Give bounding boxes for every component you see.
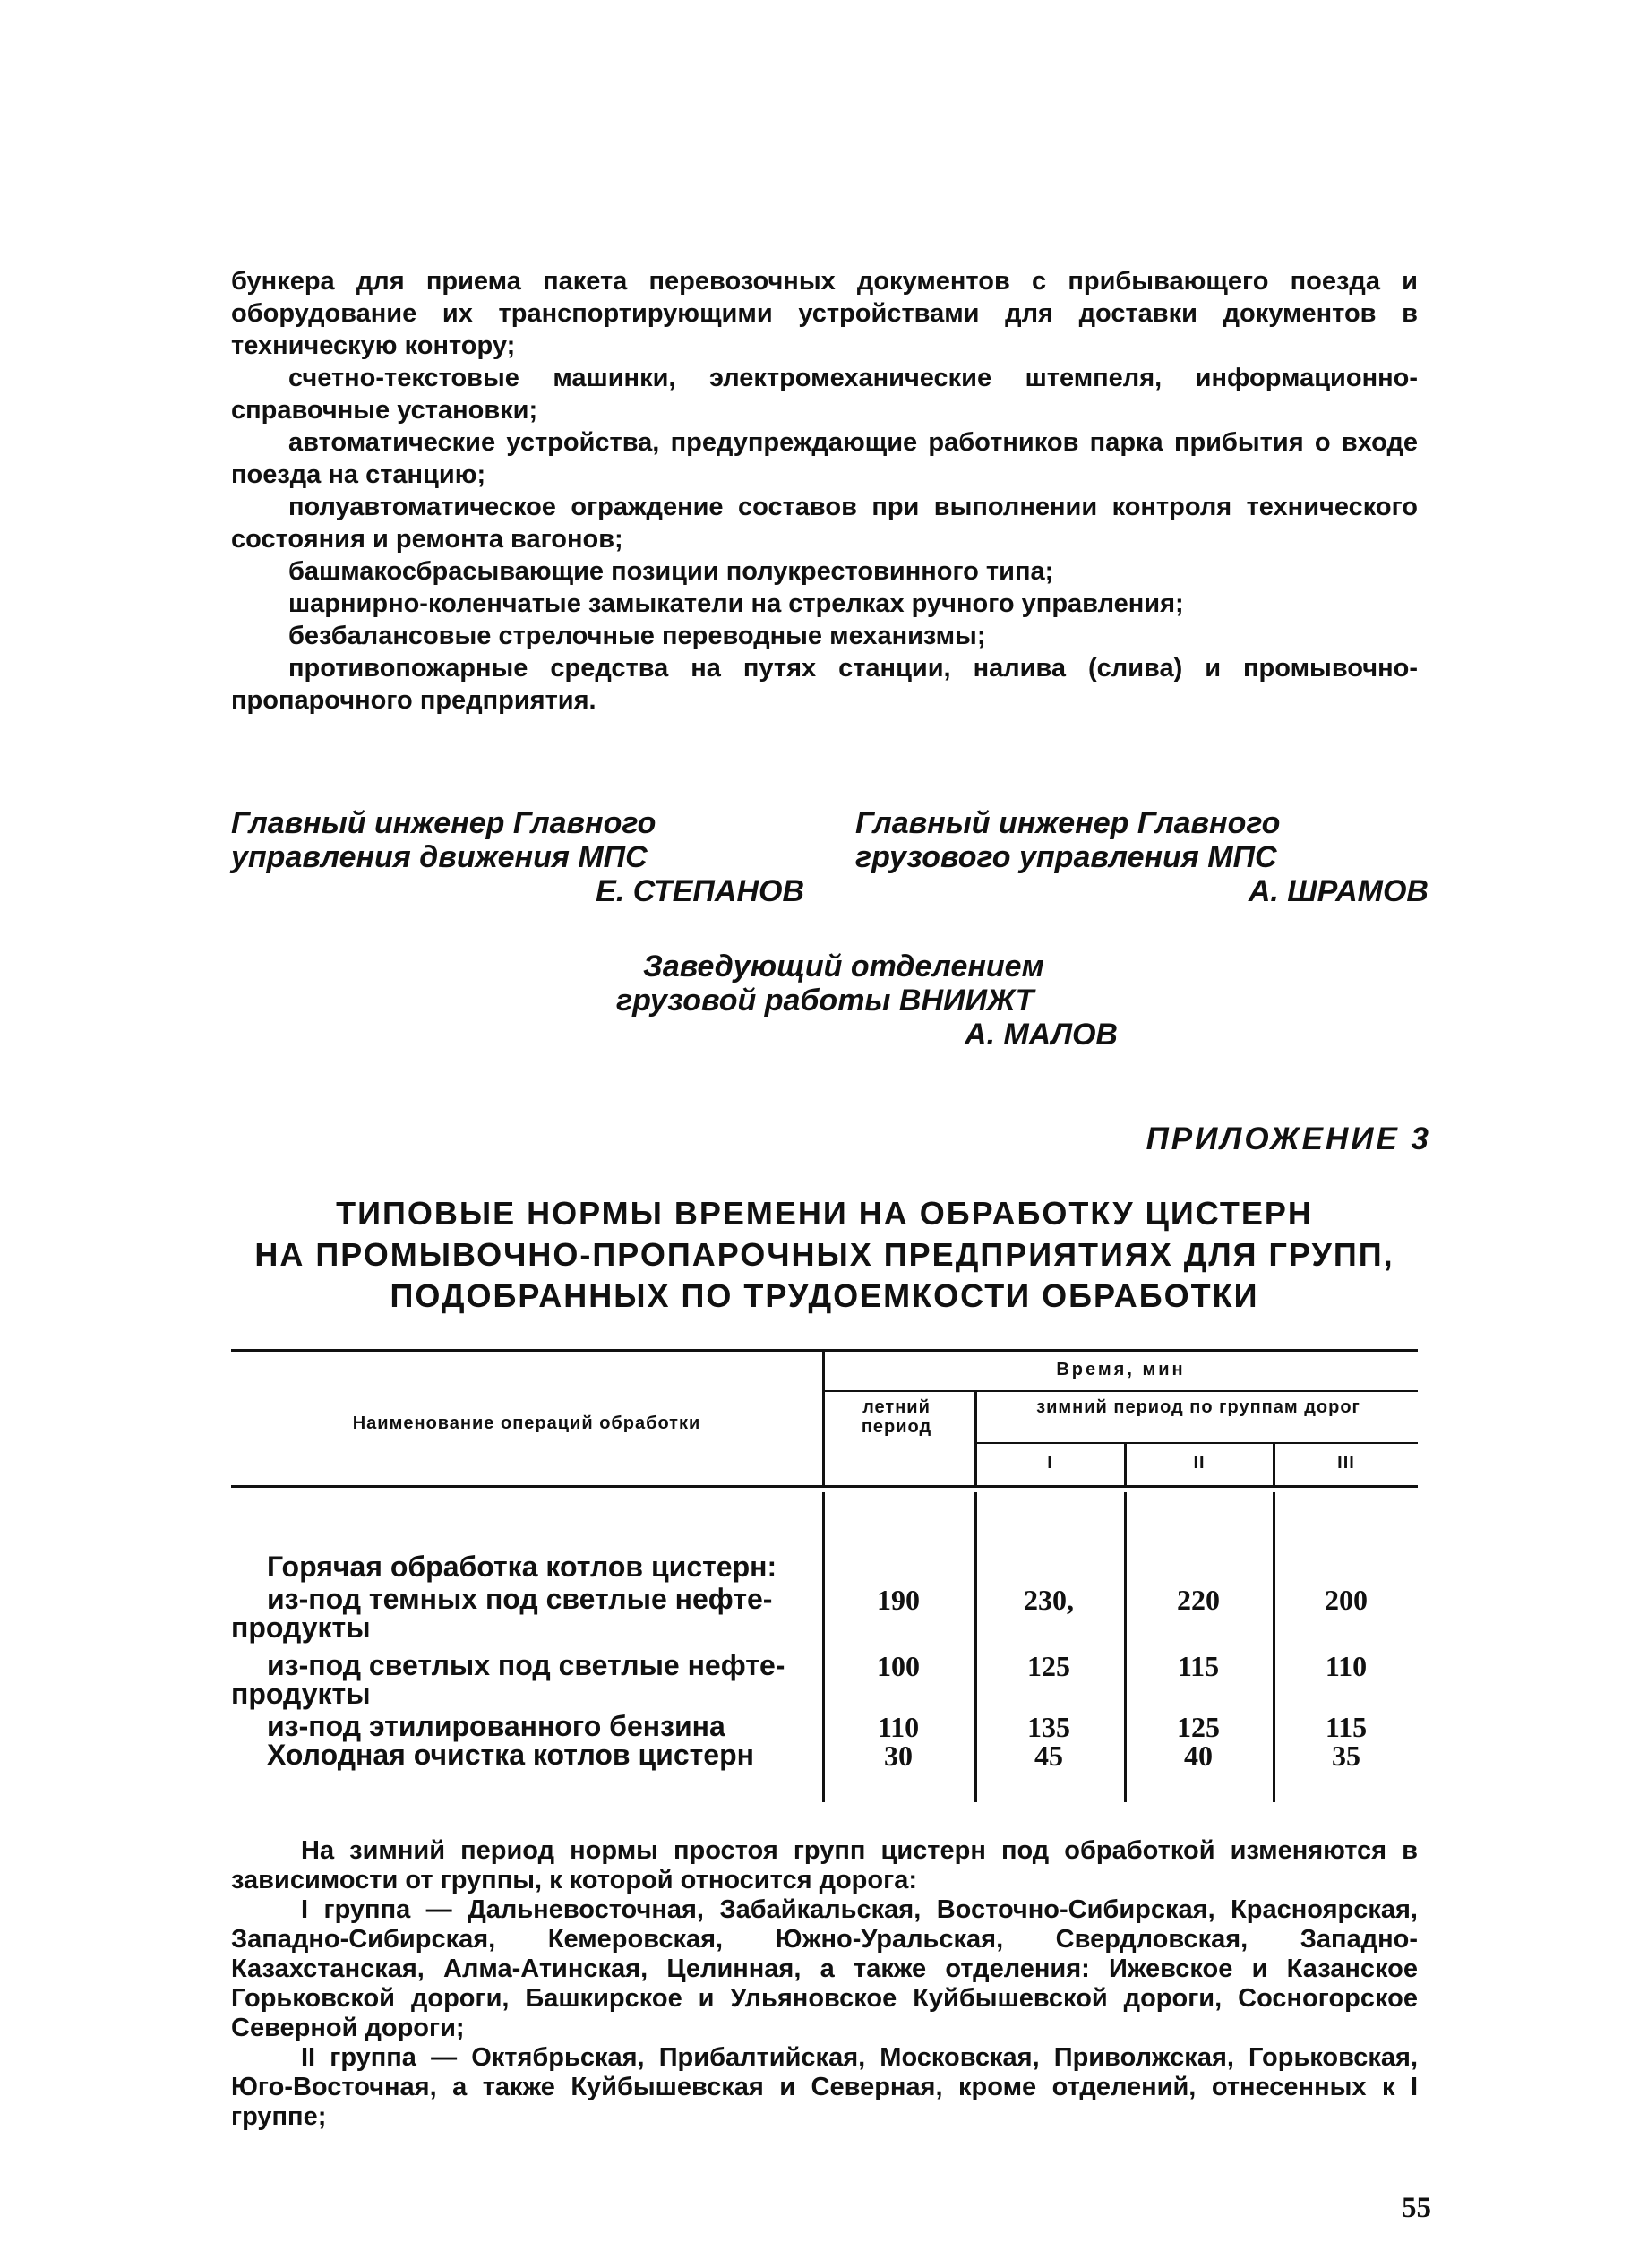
- table-rule: [976, 1442, 1418, 1444]
- signature-title-line: грузовой работы ВНИИЖТ: [616, 984, 1034, 1018]
- cell-group-1: 230,: [1024, 1584, 1074, 1616]
- column-header-group-3: III: [1337, 1453, 1355, 1473]
- cell-summer: 110: [877, 1711, 920, 1743]
- page-number: 55: [1402, 2192, 1431, 2224]
- title-line: ТИПОВЫЕ НОРМЫ ВРЕМЕНИ НА ОБРАБОТКУ ЦИСТЕРН: [336, 1195, 1313, 1232]
- cell-group-1: 45: [1034, 1740, 1063, 1772]
- cell-summer: 100: [877, 1650, 920, 1682]
- signature-name: А. ШРАМОВ: [1248, 874, 1429, 908]
- cell-group-1: 125: [1027, 1650, 1070, 1682]
- column-header-summer: летний период: [861, 1397, 932, 1437]
- cell-group-2: 125: [1177, 1711, 1220, 1743]
- title-line: ПОДОБРАННЫХ ПО ТРУДОЕМКОСТИ ОБРАБОТКИ: [390, 1277, 1259, 1314]
- list-item: башмакосбрасывающие позиции полукрестовинного типа;: [288, 557, 1054, 586]
- row-label: из-под темных под светлые нефте-: [267, 1583, 773, 1615]
- page-title: [231, 1193, 1418, 1317]
- list-item: бункера для приема пакета перевозочных документов с прибывающего поезда и оборудование их транспортирующими устройствами для доставки документов в техническую контору;: [231, 267, 1418, 360]
- signature-title-line: грузового управления МПС: [855, 840, 1277, 874]
- cell-group-2: 115: [1177, 1650, 1220, 1682]
- list-item: счетно-текстовые машинки, электромеханические штемпеля, информационно-справочные установки;: [231, 364, 1418, 425]
- list-item: шарнирно-коленчатые замыкатели на стрелках ручного управления;: [288, 589, 1184, 618]
- cell-group-3: 115: [1325, 1711, 1368, 1743]
- column-header-time: Время, мин: [1056, 1360, 1186, 1379]
- signature-title-line: Заведующий отделением: [643, 949, 1044, 984]
- row-label: продукты: [231, 1611, 371, 1644]
- cell-group-2: 40: [1184, 1740, 1213, 1772]
- cell-summer: 30: [884, 1740, 913, 1772]
- paragraph: На зимний период нормы простоя групп цистерн под обработкой изменяются в зависимости от группы, к которой относится дорога:: [231, 1836, 1418, 1894]
- signature-title-line: Главный инженер Главного: [231, 806, 656, 840]
- paragraph: I группа — Дальневосточная, Забайкальская, Восточно-Сибирская, Красноярская, Западно-Сибирская, Кемеровская, Южно-Уральская, Свердловская, Западно-Казахстанская, Алма-Атинская, Целинная, а также отделения: Ижевское и Казанское Горьковской дороги, Башкирское и Ульяновское Куйбышевской дороги, Сосногорское Северной дороги;: [231, 1895, 1418, 2042]
- column-header-winter: зимний период по группам дорог: [1036, 1397, 1360, 1417]
- list-item: полуавтоматическое ограждение составов при выполнении контроля технического состояния и ремонта вагонов;: [231, 493, 1418, 554]
- column-header-operation: Наименование операций обработки: [352, 1413, 701, 1433]
- signature-right: [855, 806, 1429, 908]
- column-header-group-1: I: [1047, 1453, 1053, 1473]
- signature-title-line: Главный инженер Главного: [855, 806, 1281, 840]
- appendix-label: ПРИЛОЖЕНИЕ 3: [1146, 1121, 1431, 1156]
- column-header-group-2: II: [1193, 1453, 1206, 1473]
- row-label: продукты: [231, 1678, 371, 1710]
- equipment-list: [231, 265, 1418, 717]
- cell-summer: 190: [877, 1584, 920, 1616]
- list-item: автоматические устройства, предупреждающие работников парка прибытия о входе поезда на станцию;: [231, 428, 1418, 489]
- signature-left: [231, 806, 804, 908]
- cell-group-3: 35: [1332, 1740, 1360, 1772]
- signature-name: А. МАЛОВ: [964, 1018, 1118, 1052]
- norms-table: [231, 1344, 1418, 1809]
- row-label: из-под этилированного бензина: [267, 1710, 725, 1742]
- table-rule: [824, 1390, 1418, 1392]
- cell-group-3: 200: [1325, 1584, 1368, 1616]
- winter-groups-text: [231, 1836, 1418, 2132]
- signature-name: Е. СТЕПАНОВ: [596, 874, 804, 908]
- cell-group-2: 220: [1177, 1584, 1220, 1616]
- paragraph: II группа — Октябрьская, Прибалтийская, Московская, Приволжская, Горьковская, Юго-Восточная, а также Куйбышевская и Северная, кроме отделений, отнесенных к I группе;: [231, 2043, 1418, 2131]
- row-label: из-под светлых под светлые нефте-: [267, 1649, 785, 1681]
- table-col-rule: [974, 1392, 977, 1488]
- title-line: НА ПРОМЫВОЧНО-ПРОПАРОЧНЫХ ПРЕДПРИЯТИЯХ ДЛЯ ГРУПП,: [254, 1236, 1394, 1273]
- signature-center: [616, 949, 1118, 1052]
- signature-title-line: управления движения МПС: [231, 840, 648, 874]
- list-item: противопожарные средства на путях станции, налива (слива) и промывочно-пропарочного предприятия.: [231, 654, 1418, 715]
- list-item: безбалансовые стрелочные переводные механизмы;: [288, 622, 986, 650]
- row-label: Холодная очистка котлов цистерн: [267, 1739, 754, 1771]
- cell-group-3: 110: [1325, 1650, 1368, 1682]
- section-title: Горячая обработка котлов цистерн:: [267, 1551, 777, 1583]
- cell-group-1: 135: [1027, 1711, 1070, 1743]
